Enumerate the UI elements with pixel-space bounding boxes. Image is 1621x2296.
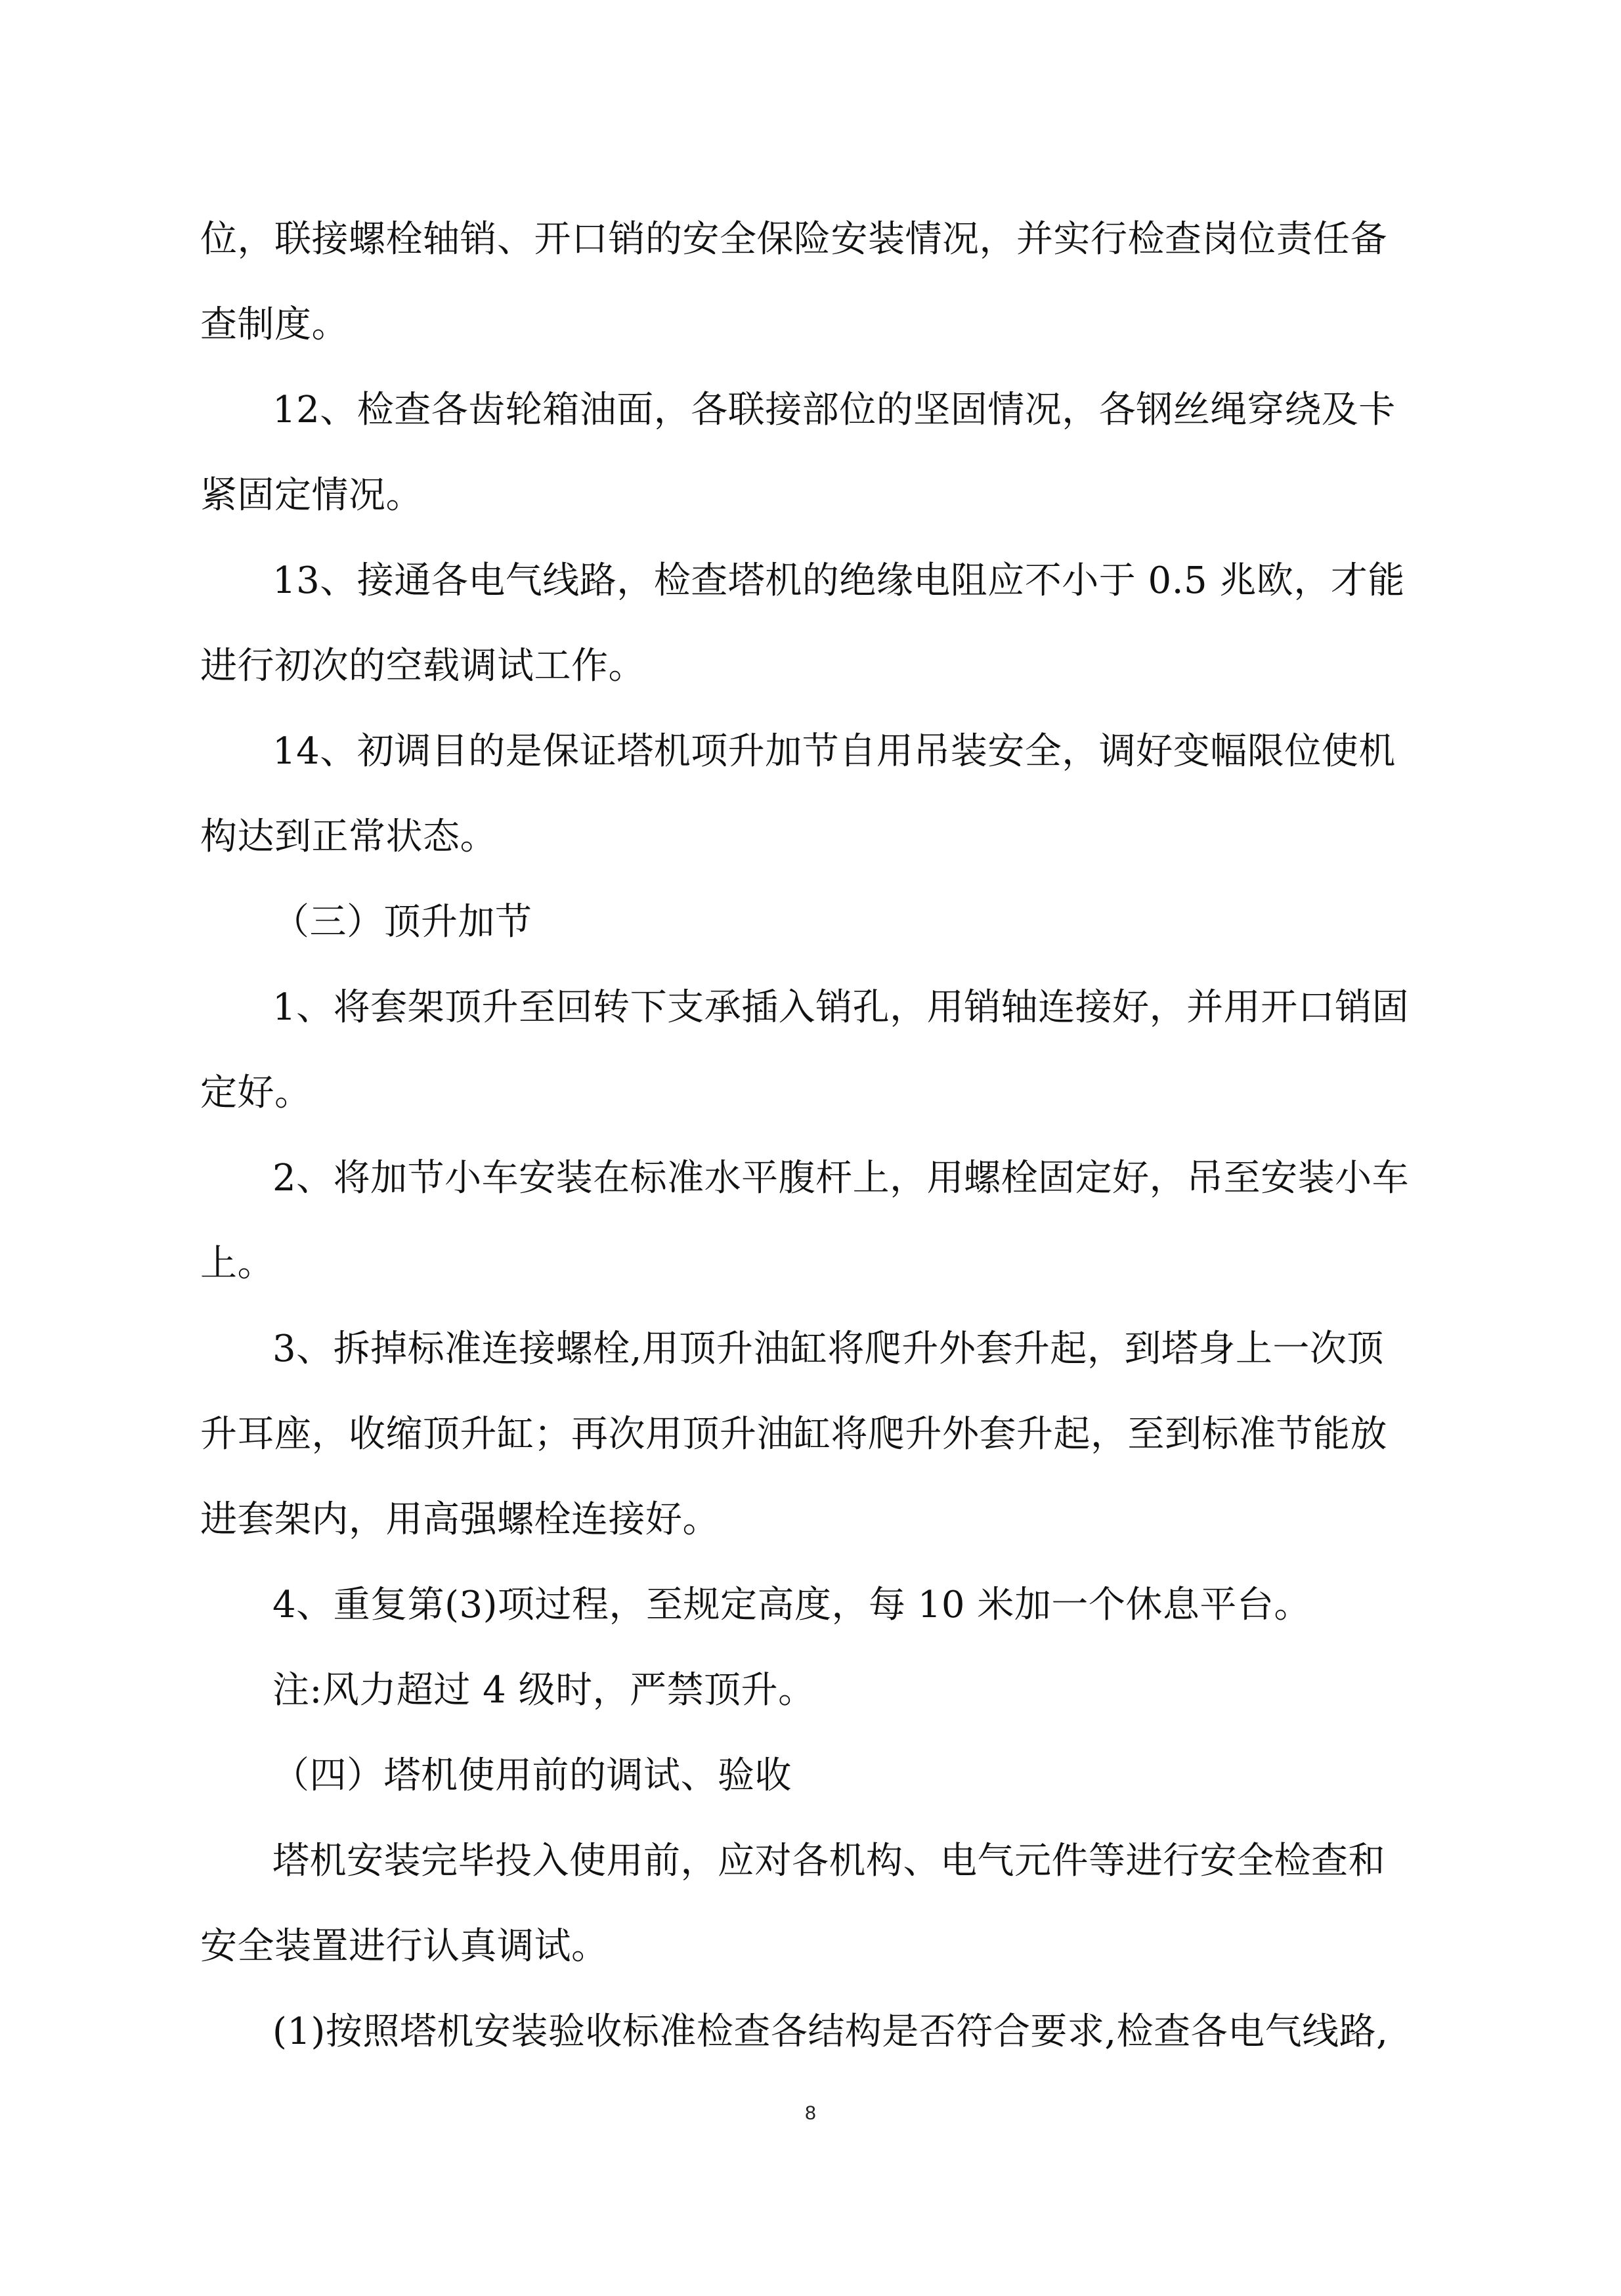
text-line: 构达到正常状态。: [200, 815, 497, 858]
text-line: 查制度。: [200, 303, 349, 346]
text-line: 升耳座，收缩顶升缸；再次用顶升油缸将爬升外套升起，至到标准节能放: [200, 1413, 1387, 1456]
text-line: 4、重复第(3)项过程，至规定高度，每 10 米加一个休息平台。: [272, 1584, 1311, 1626]
text-line: 进套架内，用高强螺栓连接好。: [200, 1498, 720, 1541]
text-line: 1、将套架顶升至回转下支承插入销孔，用销轴连接好，并用开口销固: [272, 986, 1410, 1029]
text-line: 14、初调目的是保证塔机项升加节自用吊装安全，调好变幅限位使机: [272, 730, 1396, 773]
text-line: 2、将加节小车安装在标准水平腹杆上，用螺栓固定好，吊至安装小车: [272, 1157, 1410, 1200]
text-line: 位，联接螺栓轴销、开口销的安全保险安装情况，并实行检查岗位责任备: [200, 218, 1387, 261]
note-line: 注:风力超过 4 级时，严禁顶升。: [272, 1669, 815, 1712]
section-heading: （三）顶升加节: [272, 901, 532, 943]
text-line: 3、拆掉标准连接螺栓,用顶升油缸将爬升外套升起，到塔身上一次顶: [272, 1328, 1384, 1370]
text-line: 12、检查各齿轮箱油面，各联接部位的坚固情况，各钢丝绳穿绕及卡: [272, 389, 1396, 431]
text-line: 上。: [200, 1242, 274, 1285]
text-line: 定好。: [200, 1072, 312, 1114]
text-line: 安全装置进行认真调试。: [200, 1925, 609, 1968]
text-line: (1)按照塔机安装验收标准检查各结构是否符合要求,检查各电气线路,: [272, 2010, 1389, 2053]
text-line: 13、接通各电气线路，检查塔机的绝缘电阻应不小于 0.5 兆欧，才能: [272, 559, 1405, 602]
text-line: 塔机安装完毕投入使用前，应对各机构、电气元件等进行安全检查和: [272, 1840, 1385, 1882]
text-line: 紧固定情况。: [200, 474, 423, 517]
section-heading: （四）塔机使用前的调试、验收: [272, 1754, 792, 1797]
text-line: 进行初次的空载调试工作。: [200, 645, 645, 687]
page-number: 8: [805, 2102, 816, 2124]
